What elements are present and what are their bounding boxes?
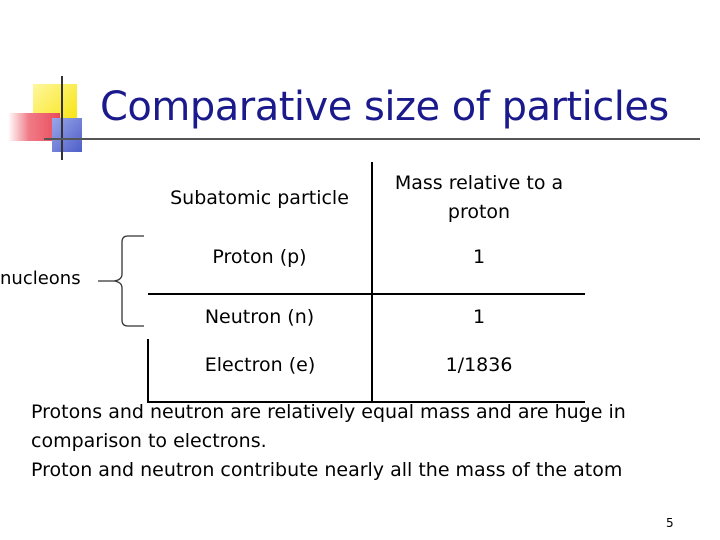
table-header-row (148, 162, 585, 234)
slide-logo-decoration (0, 0, 110, 170)
column-header: Subatomic particle (148, 162, 372, 234)
particle-name: Proton (p) (148, 234, 372, 294)
title-divider (44, 138, 700, 140)
table-row (148, 234, 585, 294)
relative-mass: 1 (372, 234, 585, 294)
particle-name: Electron (e) (148, 339, 372, 402)
table-row (148, 339, 585, 402)
column-header: Mass relative to a proton (394, 172, 564, 223)
paragraph-line: comparison to electrons. (31, 430, 267, 452)
particle-table (147, 162, 585, 403)
paragraph-line: Proton and neutron contribute nearly all the mass of the atom (31, 459, 623, 481)
explanation-paragraph (31, 398, 703, 485)
relative-mass: 1 (372, 294, 585, 339)
slide-title: Comparative size of particles (100, 84, 669, 130)
page-number: 5 (666, 516, 674, 530)
paragraph-line: Protons and neutron are relatively equal mass and are huge in (31, 401, 626, 423)
nucleons-label: nucleons (0, 268, 81, 289)
particle-name: Neutron (n) (148, 294, 372, 339)
table-row (148, 294, 585, 339)
relative-mass: 1/1836 (372, 339, 585, 402)
nucleons-brace (98, 234, 148, 330)
